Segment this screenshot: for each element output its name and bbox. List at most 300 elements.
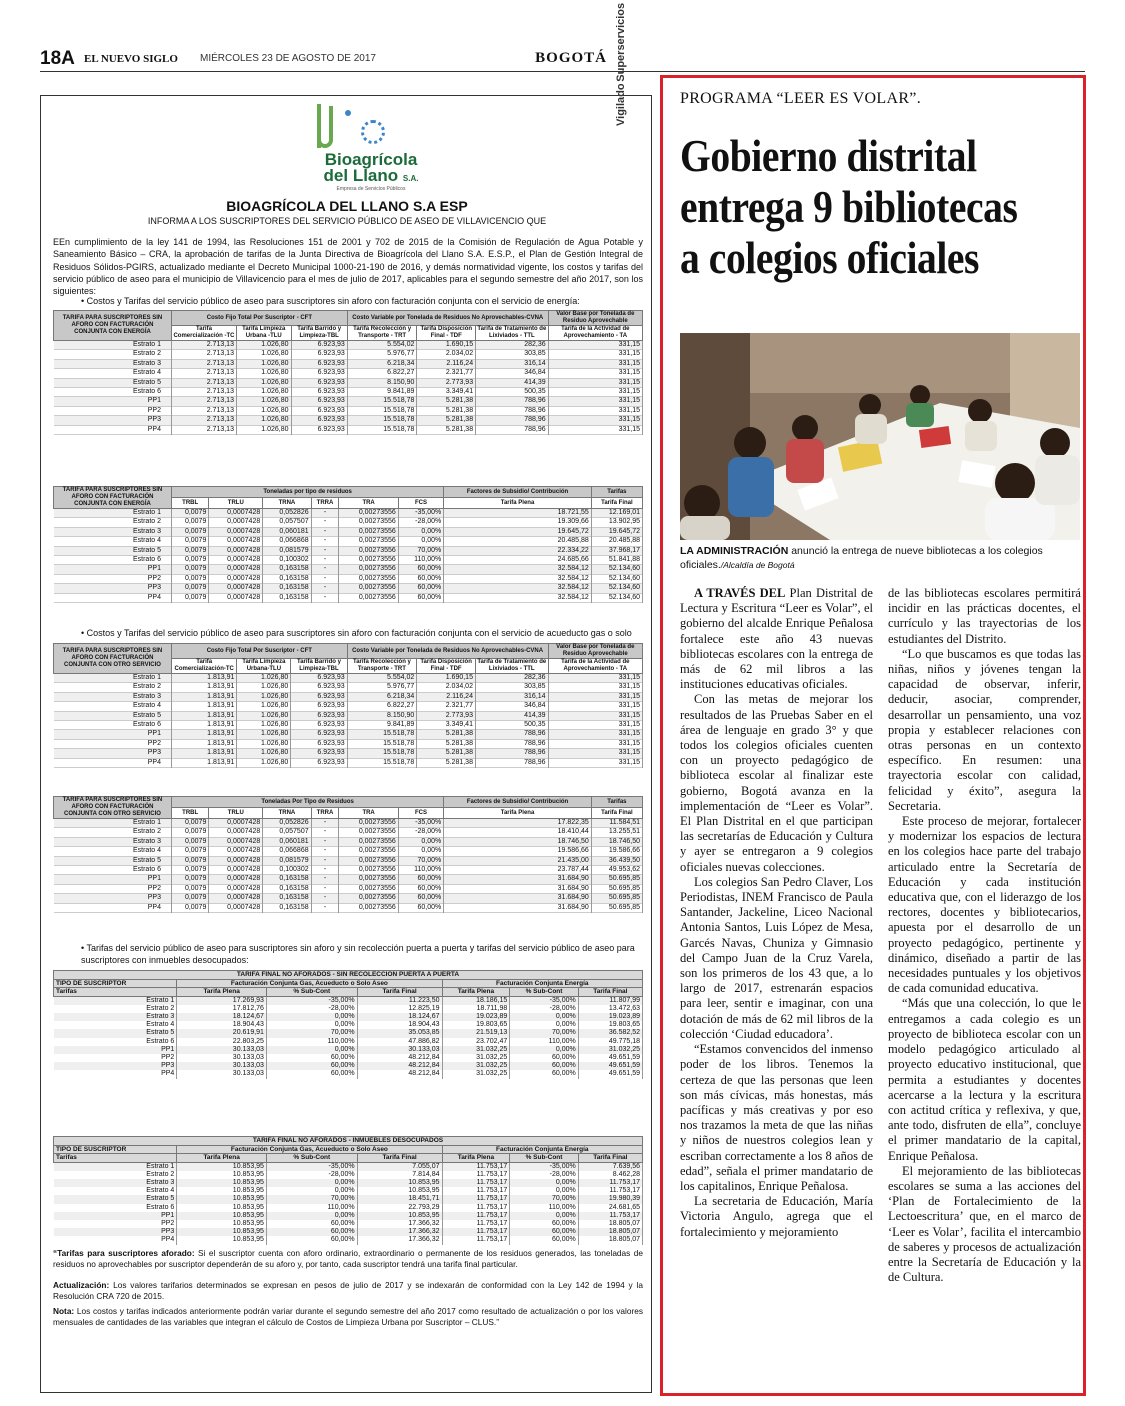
- table-cell: 8.462,28: [578, 1171, 642, 1179]
- table-cell: -: [311, 509, 339, 518]
- table-cell: 331,15: [548, 749, 642, 758]
- photo-caption: LA ADMINISTRACIÓN anunció la entrega de nueve bibliotecas a los colegios oficiales./Alcaldía de Bogotá: [680, 545, 1043, 571]
- table-cell: PP2: [54, 406, 172, 415]
- table-cell: PP3: [54, 416, 172, 425]
- table-cell: PP3: [54, 1062, 177, 1070]
- table-cell: 19.023,89: [578, 1013, 642, 1021]
- table-cell: PP3: [54, 894, 172, 903]
- column-header: Tarifa Recolección y Transporte - TRT: [347, 326, 417, 341]
- table-cell: 0,0007428: [209, 584, 263, 593]
- table-cell: 60,00%: [266, 1054, 357, 1062]
- table-cell: 22.803,25: [177, 1038, 267, 1046]
- table-cell: 30.133,03: [357, 1046, 442, 1054]
- table-cell: 70,00%: [398, 546, 443, 555]
- table-cell: Estrato 4: [54, 847, 172, 856]
- table-cell: 5.976,77: [347, 350, 417, 359]
- table-cell: 0,0079: [172, 527, 209, 536]
- th-main: TARIFA PARA SUSCRIPTORES SIN AFORO CON FACTURACIÓN CONJUNTA CON OTRO SERVICIO: [54, 797, 172, 819]
- table-cell: 60,00%: [266, 1228, 357, 1236]
- column-header: Tarifa Comercialización-TC: [172, 659, 237, 674]
- table-cell: 6.923,93: [291, 683, 347, 692]
- table-cell: 7.639,56: [578, 1162, 642, 1171]
- table-row: [54, 1038, 643, 1046]
- table-cell: 0,00%: [398, 847, 443, 856]
- table-cell: 5.281,38: [417, 406, 476, 415]
- table-cell: 331,15: [548, 406, 642, 415]
- table-cell: 1.026,80: [236, 406, 291, 415]
- table-cell: 15.518,78: [347, 749, 417, 758]
- table-cell: 331,15: [548, 359, 642, 368]
- logo-tagline: Empresa de Servicios Públicos: [336, 186, 406, 192]
- table-cell: PP1: [54, 565, 172, 574]
- table-cell: 0,0007428: [209, 875, 263, 884]
- table-cell: 1.026,80: [236, 388, 291, 397]
- table-cell: 60,00%: [510, 1070, 578, 1078]
- table-cell: 0,0079: [172, 565, 209, 574]
- table-row: [54, 406, 643, 415]
- column-header: Tarifa Final: [357, 988, 442, 997]
- table-cell: 31.684,90: [444, 875, 592, 884]
- table-cell: 0,0007428: [209, 819, 263, 828]
- table-cell: 0,00273556: [339, 866, 398, 875]
- table-row: [54, 692, 643, 701]
- table-cell: 6.923,93: [291, 721, 347, 730]
- table-cell: 60,00%: [510, 1062, 578, 1070]
- column-header: Tarifa Final: [591, 808, 642, 819]
- table-cell: 12.825,19: [357, 1005, 442, 1013]
- table-cost-energy: [53, 310, 643, 435]
- table-cell: 331,15: [548, 388, 642, 397]
- table-cell: 60,00%: [398, 584, 443, 593]
- table-cell: 48.212,84: [357, 1054, 442, 1062]
- table-row: [54, 856, 643, 865]
- table-cell: 0,00%: [398, 527, 443, 536]
- table-tons-energy: [53, 486, 643, 603]
- ad-intro: EEn cumplimiento de la ley 141 de 1994, las Resoluciones 151 de 2001 y 702 de 2015 de la Comisión de Regulación de Agua Potable y Saneamiento Básico – CRA, la aprobación de tarifas de la Junta Directiva de Bioagrícola del Llano S.A. E.S.P., el Plan de Gestión Integral de Residuos Sólidos-PGIRS, actualizado mediante el Decreto Municipal 1000-21-190 de 2016, y demás normatividad vigente, los costos y tarifas del servicio público de aseo para el municipio de Villavicencio para el mes de julio de 2017, aplicables para el segundo semestre del año 2017, son los siguientes:: [53, 237, 643, 297]
- table-cell: 346,84: [476, 369, 549, 378]
- table-cell: 0,0007428: [209, 509, 263, 518]
- table-cell: Estrato 3: [54, 1179, 177, 1187]
- bullet-other: • Costos y Tarifas del servicio público de aseo para suscriptores sin aforo con facturación conjunta con el servicio de acueducto gas o solo: [81, 628, 632, 638]
- note-aforado: “Tarifas para suscriptores aforado: Si el suscriptor cuenta con aforo ordinario, extraordinario o permanente de los residuos generados, las toneladas de residuos no aprovechables por suscriptor dependerán de su aforo y, por tanto, cada suscriptor tendrá una tarifa final particular.: [53, 1248, 643, 1269]
- table-cell: 11.753,17: [442, 1204, 510, 1212]
- table-cell: 331,15: [548, 378, 642, 387]
- company-name: BIOAGRÍCOLA DEL LLANO S.A ESP: [226, 198, 468, 214]
- table-cell: 20.619,91: [177, 1029, 267, 1037]
- table-cell: Estrato 6: [54, 1038, 177, 1046]
- table-cell: -: [311, 527, 339, 536]
- table-cell: Estrato 4: [54, 369, 172, 378]
- table-cell: Estrato 2: [54, 1171, 177, 1179]
- table-cell: 17.366,32: [357, 1228, 442, 1236]
- table-cell: 0,060181: [263, 527, 311, 536]
- column-header: Tarifa Comercialización -TC: [173, 326, 235, 339]
- issue-date: MIÉRCOLES 23 DE AGOSTO DE 2017: [200, 53, 376, 64]
- table-cell: Estrato 3: [54, 692, 172, 701]
- table-cell: 18.904,43: [357, 1021, 442, 1029]
- table-cell: 0,00273556: [339, 565, 398, 574]
- table-cell: 1.026,80: [236, 416, 291, 425]
- column-header: Tarifa Plena: [442, 988, 510, 997]
- table-cell: 31.032,25: [578, 1046, 642, 1054]
- table-cell: Estrato 6: [54, 1204, 177, 1212]
- table-row: [54, 866, 643, 875]
- th-main: TARIFA PARA SUSCRIPTORES SIN AFORO CON FACTURACIÓN CONJUNTA CON ENERGÍA: [54, 487, 172, 509]
- table-cell: 70,00%: [266, 1029, 357, 1037]
- table-row: [54, 1171, 643, 1179]
- table-cell: 5.281,38: [417, 758, 476, 767]
- column-header: TRNA: [263, 808, 311, 819]
- table-cell: 24.685,66: [444, 556, 592, 565]
- table-cell: Estrato 5: [54, 546, 172, 555]
- table-row: [54, 683, 643, 692]
- table-cell: 331,15: [548, 739, 642, 748]
- table-cell: 18.746,50: [591, 837, 642, 846]
- table-cell: Estrato 5: [54, 378, 172, 387]
- th-tipo: TIPO DE SUSCRIPTOR: [54, 1145, 177, 1154]
- table-cell: 2.713,13: [172, 388, 237, 397]
- table-cell: 0,052826: [263, 819, 311, 828]
- table-cell: 24.681,65: [578, 1204, 642, 1212]
- table-cell: 331,15: [548, 369, 642, 378]
- table-cell: 2.713,13: [172, 416, 237, 425]
- table-cell: 18.746,50: [444, 837, 592, 846]
- table-cell: 11.753,17: [578, 1212, 642, 1220]
- table-cell: 282,36: [476, 341, 549, 350]
- column-header: Tarifa Final: [591, 498, 642, 509]
- table-row: [54, 894, 643, 903]
- column-header: Tarifa Disposición Final - TDF: [417, 659, 476, 674]
- table-row: [54, 556, 643, 565]
- note-nota: Nota: Los costos y tarifas indicados anteriormente podrán variar durante el segundo semestre del año 2017 como resultado de actualización o por los valores mensuales de cantidades de las variables que integran el cálculo de Costos de Limpieza Urbana por Suscriptor – CLUS.”: [53, 1306, 643, 1327]
- article-paragraph: “Estamos convencidos del inmenso poder de los libros. Tenemos la certeza de que las personas que leen son más cívicas, más honestas, más pacíficas y más creativas y por eso nos trazamos la meta de que las niñas y niños de nuestros colegios lean y escriban correctamente a los 8 años de edad”, señala el primer mandatario de los capitalinos, Enrique Peñalosa.: [680, 1042, 873, 1193]
- table-cell: 15.518,78: [347, 730, 417, 739]
- table-row: [54, 1005, 643, 1013]
- table-cell: 48.212,84: [357, 1062, 442, 1070]
- table-cell: 20.485,88: [591, 537, 642, 546]
- table-cell: 0,00273556: [339, 828, 398, 837]
- table-row: [54, 593, 643, 602]
- table-cell: 13.902,95: [591, 518, 642, 527]
- table-cell: 15.518,78: [347, 416, 417, 425]
- table-cell: 0,0007428: [209, 574, 263, 583]
- table-cell: 5.554,02: [347, 341, 417, 350]
- logo-dot-icon: [345, 110, 351, 116]
- superservicios-label: Superservicios: [615, 2, 627, 82]
- table-cell: 10.853,95: [177, 1162, 267, 1171]
- table-cell: -28,00%: [266, 1171, 357, 1179]
- table-cell: 22.793,29: [357, 1204, 442, 1212]
- table-cell: 31.032,25: [442, 1070, 510, 1078]
- column-header: TRBL: [172, 498, 209, 509]
- table-cell: 1.813,91: [172, 749, 237, 758]
- table-cell: 0,00%: [510, 1212, 578, 1220]
- table-cell: -35,00%: [266, 996, 357, 1005]
- table-cell: 36.439,50: [591, 856, 642, 865]
- table-cell: -: [311, 903, 339, 912]
- table-row: [54, 1162, 643, 1171]
- table-row: [54, 1021, 643, 1029]
- table-cell: 0,00273556: [339, 593, 398, 602]
- table-cell: PP1: [54, 875, 172, 884]
- table-cell: 23.787,44: [444, 866, 592, 875]
- table-cell: -: [311, 847, 339, 856]
- table-cell: 70,00%: [510, 1029, 578, 1037]
- table-cell: 19.023,89: [442, 1013, 510, 1021]
- column-header: Tarifa de Tratamiento de Lixiviados - TTL: [477, 326, 547, 339]
- table-cell: 0,0007428: [209, 866, 263, 875]
- table-cell: 11.223,50: [357, 996, 442, 1005]
- table-cell: 8.150,90: [347, 711, 417, 720]
- table-cell: -: [311, 884, 339, 893]
- table-cell: 1.026,80: [237, 683, 291, 692]
- table-cell: 0,066868: [263, 847, 311, 856]
- table-cell: 30.133,03: [177, 1070, 267, 1078]
- table-cell: 60,00%: [398, 884, 443, 893]
- vigilado-label: Vigilado: [615, 83, 627, 126]
- table-cell: PP2: [54, 1220, 177, 1228]
- table-cell: 5.976,77: [347, 683, 417, 692]
- table-cell: 1.813,91: [172, 702, 237, 711]
- table-cell: 6.923,93: [291, 397, 347, 406]
- table-cell: 10.853,95: [177, 1171, 267, 1179]
- table-cell: 52.134,60: [591, 574, 642, 583]
- th-main: TARIFA PARA SUSCRIPTORES SIN AFORO CON FACTURACIÓN CONJUNTA CON ENERGÍA: [54, 311, 172, 341]
- table-cell: 2.116,24: [417, 692, 476, 701]
- column-header: TRA: [339, 498, 398, 509]
- table-cell: 0,00%: [510, 1021, 578, 1029]
- table-cell: 5.554,02: [347, 674, 417, 683]
- table-cell: 11.753,17: [442, 1195, 510, 1203]
- table-cell: 3.349,41: [417, 721, 476, 730]
- table-cell: 52.134,60: [591, 593, 642, 602]
- th-factors: Factores de Subsidio/ Contribución: [444, 487, 592, 498]
- table-cell: 0,00273556: [339, 819, 398, 828]
- table-cell: 10.853,95: [357, 1179, 442, 1187]
- column-header: Tarifa de la Actividad de Aprovechamiento - TA: [548, 326, 642, 341]
- table-cell: 0,00273556: [339, 556, 398, 565]
- table-row: [54, 996, 643, 1005]
- table-cell: 17.366,32: [357, 1220, 442, 1228]
- table-cell: 2.713,13: [172, 350, 237, 359]
- table-cell: 0,066868: [263, 537, 311, 546]
- table-cell: 0,057507: [263, 518, 311, 527]
- table-cell: PP4: [54, 1070, 177, 1078]
- table-cell: -28,00%: [398, 828, 443, 837]
- table-row: [54, 397, 643, 406]
- table-cell: -: [311, 856, 339, 865]
- th-factors: Factores de Subsidio/ Contribución: [444, 797, 592, 808]
- table-cell: 0,0079: [172, 903, 209, 912]
- column-header: Tarifa Final: [357, 1154, 442, 1163]
- th-tariffs: Tarifas: [591, 797, 642, 808]
- table-cell: 32.584,12: [444, 565, 592, 574]
- table-row: [54, 1220, 643, 1228]
- table-cell: 32.584,12: [444, 574, 592, 583]
- table-row: [54, 721, 643, 730]
- table-cell: Estrato 6: [54, 556, 172, 565]
- table-cell: 331,15: [548, 341, 642, 350]
- table-cell: 0,00%: [266, 1013, 357, 1021]
- table-cell: 10.853,95: [177, 1236, 267, 1244]
- table-cell: 788,96: [476, 425, 549, 434]
- table-cell: 17.269,93: [177, 996, 267, 1005]
- table-row: [54, 674, 643, 683]
- table-row: [54, 1029, 643, 1037]
- column-header: TRLU: [209, 808, 263, 819]
- table-row: [54, 1054, 643, 1062]
- table-cell: 15.518,78: [347, 425, 417, 434]
- table-cell: 0,00%: [398, 537, 443, 546]
- table-cell: 110,00%: [398, 866, 443, 875]
- table-cell: 0,00273556: [339, 875, 398, 884]
- table-cell: Estrato 5: [54, 856, 172, 865]
- table-cell: 18.904,43: [177, 1021, 267, 1029]
- table-cell: 0,0079: [172, 574, 209, 583]
- table-cell: PP1: [54, 1046, 177, 1054]
- table-cell: 1.813,91: [172, 683, 237, 692]
- table-cell: Estrato 3: [54, 837, 172, 846]
- table-cell: 51.841,88: [591, 556, 642, 565]
- table-cell: 0,00%: [510, 1187, 578, 1195]
- table-cell: -: [311, 518, 339, 527]
- table-cell: 10.853,95: [177, 1179, 267, 1187]
- table-cell: 788,96: [475, 730, 548, 739]
- table-cell: 11.753,17: [442, 1162, 510, 1171]
- table-row: [54, 1212, 643, 1220]
- table-cell: 60,00%: [510, 1220, 578, 1228]
- table-cell: 110,00%: [398, 556, 443, 565]
- table-cell: 5.281,38: [417, 397, 476, 406]
- table-cell: 0,00273556: [339, 527, 398, 536]
- table-cell: 0,0079: [172, 518, 209, 527]
- table-cell: 1.026,80: [237, 674, 291, 683]
- table-cell: Estrato 1: [54, 341, 172, 350]
- table-cell: 1.813,91: [172, 758, 237, 767]
- table-cell: 1.026,80: [237, 692, 291, 701]
- table-cell: 60,00%: [266, 1236, 357, 1244]
- table-row: [54, 702, 643, 711]
- table-cell: PP3: [54, 584, 172, 593]
- table-cell: 0,0007428: [209, 856, 263, 865]
- table-row: [54, 749, 643, 758]
- table-cell: 788,96: [475, 758, 548, 767]
- table-row: [54, 1187, 643, 1195]
- logo-b-icon: [317, 106, 333, 148]
- table-cell: 18.711,98: [442, 1005, 510, 1013]
- table-cell: 0,00273556: [339, 903, 398, 912]
- table-cell: 11.753,17: [442, 1171, 510, 1179]
- table-cell: 15.518,78: [347, 758, 417, 767]
- table-cell: 788,96: [476, 406, 549, 415]
- table-row: [54, 819, 643, 828]
- column-header: Tarifa de la Actividad de Aprovechamiento - TA: [548, 659, 642, 674]
- table-row: [54, 350, 643, 359]
- table-cell: 0,100302: [263, 866, 311, 875]
- table-cell: 110,00%: [510, 1038, 578, 1046]
- table-cell: 60,00%: [266, 1070, 357, 1078]
- table-cell: 1.026,80: [236, 425, 291, 434]
- table-cell: 0,100302: [263, 556, 311, 565]
- table-cell: PP1: [54, 730, 172, 739]
- table-cell: Estrato 4: [54, 537, 172, 546]
- table-cell: 15.518,78: [347, 397, 417, 406]
- column-header: Tarifa Plena: [444, 498, 592, 509]
- table-cell: 11.584,51: [591, 819, 642, 828]
- table-row: [54, 1236, 643, 1244]
- table-cell: 30.133,03: [177, 1062, 267, 1070]
- table-cell: -: [311, 866, 339, 875]
- table-cell: 36.582,52: [578, 1029, 642, 1037]
- table-cell: 0,0079: [172, 894, 209, 903]
- table-cell: 10.853,95: [177, 1212, 267, 1220]
- table-cell: 9.841,89: [347, 388, 417, 397]
- table-cell: Estrato 1: [54, 509, 172, 518]
- table-cell: 6.923,93: [291, 749, 347, 758]
- article-paragraph: de las bibliotecas escolares permitirá incidir en las prácticas docentes, el currículo y las trayectorias de los estudiantes del Distrito.: [888, 586, 1081, 646]
- table-cell: 52.134,60: [591, 584, 642, 593]
- th-tipo: TIPO DE SUSCRIPTOR: [54, 979, 177, 988]
- table-cell: 6.923,93: [291, 758, 347, 767]
- table-cell: 19.586,66: [591, 847, 642, 856]
- table-cell: 1.026,80: [236, 378, 291, 387]
- table-tons-other: [53, 796, 643, 913]
- table-row: [54, 875, 643, 884]
- table-row: [54, 527, 643, 536]
- table-cell: -28,00%: [398, 518, 443, 527]
- table-cell: Estrato 6: [54, 388, 172, 397]
- table-final-no-collection: [53, 970, 643, 1079]
- table-cell: Estrato 2: [54, 1005, 177, 1013]
- table-cell: 6.822,27: [347, 369, 417, 378]
- table-cell: 19.645,72: [591, 527, 642, 536]
- table-cell: 0,00273556: [339, 584, 398, 593]
- table-cell: 6.923,93: [291, 341, 347, 350]
- table-row: [54, 1204, 643, 1212]
- table-cell: 23.702,47: [442, 1038, 510, 1046]
- column-header: TRRA: [311, 808, 339, 819]
- table-cell: 60,00%: [398, 875, 443, 884]
- column-header: TRBL: [172, 808, 209, 819]
- table-cell: 2.116,24: [417, 359, 476, 368]
- table-cell: 5.281,38: [417, 749, 476, 758]
- table-cell: 0,0079: [172, 884, 209, 893]
- table-cell: 60,00%: [398, 593, 443, 602]
- table-cell: -: [311, 556, 339, 565]
- table-cell: 0,0007428: [209, 565, 263, 574]
- page-header: [40, 48, 1085, 72]
- table-cell: 303,85: [476, 350, 549, 359]
- table-cell: 60,00%: [398, 903, 443, 912]
- table-cell: 2.773,93: [417, 711, 476, 720]
- table-title: TARIFA FINAL NO AFORADOS - INMUEBLES DESOCUPADOS: [54, 1137, 643, 1146]
- table-cell: 0,0079: [172, 509, 209, 518]
- table-cell: 6.923,93: [291, 388, 347, 397]
- table-cell: 6.923,93: [291, 350, 347, 359]
- table-cell: -: [311, 574, 339, 583]
- article-paragraph: Este proceso de mejorar, fortalecer y modernizar los espacios de lectura en los colegios hace parte del trabajo articulado entre la Secretaría de Educación y cada institución educativa que, con el liderazgo de los rectores, docentes y bibliotecarios, apuesta por el desarrollo de un proyecto pedagógico, pertinente y dinámico, diseñado a partir de las necesidades puntuales y los objetivos de cada comunidad educativa.: [888, 814, 1081, 996]
- table-cell: Estrato 2: [54, 683, 172, 692]
- table-cell: 2.713,13: [172, 406, 237, 415]
- table-cell: 2.713,13: [172, 397, 237, 406]
- table-row: [54, 518, 643, 527]
- bullet-no-collection: • Tarifas del servicio público de aseo para suscriptores sin aforo y sin recolección puerta a puerta y tarifas del servicio público de aseo para suscriptores con inmuebles desocupados:: [81, 943, 635, 965]
- table-cell: 18.124,67: [357, 1013, 442, 1021]
- table-cell: 0,00%: [266, 1179, 357, 1187]
- table-cell: -35,00%: [510, 996, 578, 1005]
- table-cell: 60,00%: [266, 1062, 357, 1070]
- table-cell: 1.026,80: [237, 730, 291, 739]
